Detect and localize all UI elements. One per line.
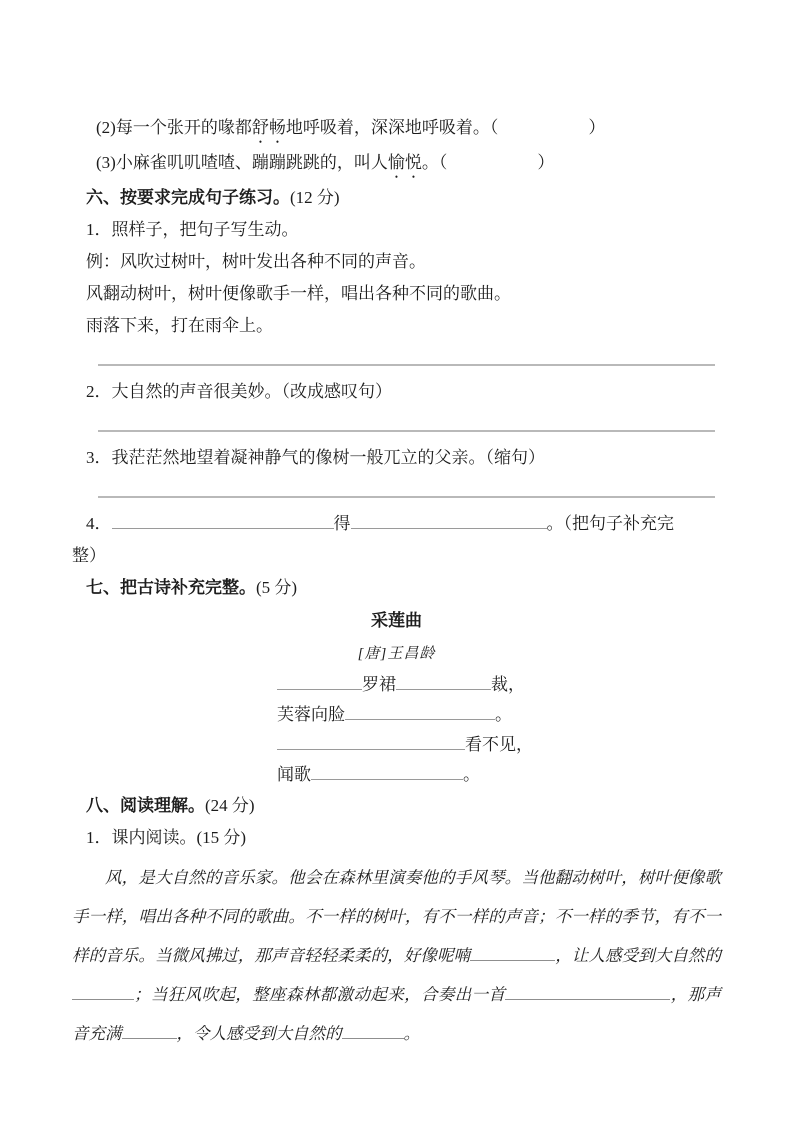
poem-line3-blank	[277, 734, 465, 750]
poem-line-3	[277, 730, 721, 760]
poem-line-1	[277, 670, 721, 700]
item2-bracket-close: ）	[588, 118, 606, 137]
section7-title: 七、把古诗补充完整。	[86, 578, 256, 597]
passage-blank-5	[342, 1023, 404, 1039]
section6-score: (12 分)	[290, 188, 340, 207]
section6-q4-wrap: 整）	[72, 546, 106, 565]
section6-heading	[72, 182, 721, 214]
item3-bracket-open: （	[438, 153, 448, 172]
passage-blank-4	[122, 1023, 177, 1039]
poem-line1-blank-2	[396, 674, 491, 690]
item2-bracket-open: （	[489, 118, 499, 137]
item3-text: 小麻雀叽叽喳喳、蹦蹦跳跳的，叫人	[115, 153, 388, 172]
q2-answer-line	[98, 426, 715, 432]
sub1-label: 1．课内阅读。	[86, 828, 197, 847]
section6-example: 例：风吹过树叶，树叶发出各种不同的声音。	[86, 252, 426, 271]
section6-q3: 3．我茫茫然地望着凝神静气的像树一般兀立的父亲。（缩句）	[86, 448, 545, 467]
item3-bracket-close: ）	[537, 153, 555, 172]
section6-q1: 1．照样子，把句子写生动。	[86, 220, 299, 239]
item3-text-after: 。	[421, 153, 439, 172]
passage-blank-3	[505, 984, 670, 1000]
section6-q2: 2．大自然的声音很美妙。（改成感叹句）	[86, 382, 392, 401]
q3-answer-line	[98, 492, 715, 498]
q1-answer-line	[98, 360, 715, 366]
poem-line-4	[277, 760, 721, 790]
section7-score: (5 分)	[256, 578, 298, 597]
poem-body	[277, 670, 721, 790]
poem-line2-blank	[345, 704, 495, 720]
passage-text-2: ，让人感受到大自然的	[555, 946, 722, 965]
poem-line4-blank	[311, 764, 463, 780]
item2-text-after: 地呼吸着，深深地呼吸着。	[285, 118, 490, 137]
poem-title: 采莲曲	[371, 611, 422, 630]
passage-text-5: ，令人感受到大自然的	[176, 1024, 342, 1043]
passage-text-6: 。	[403, 1024, 420, 1043]
item3-emphasized-word: 愉悦	[387, 153, 422, 172]
item2-emphasized-word: 舒畅	[251, 118, 286, 137]
q4-blank-1	[112, 513, 334, 529]
poem-line1-end: 裁，	[491, 675, 525, 694]
passage-text-4: ，那声音充满	[72, 985, 722, 1043]
poem-line4-start: 闻歌	[277, 765, 311, 784]
poem-line1-word: 罗裙	[362, 675, 396, 694]
passage-text-3: ；当狂风吹起，整座森林都激动起来，合奏出一首	[134, 985, 506, 1004]
q4-tail: 。（把句子补充完	[546, 514, 674, 533]
passage-text-1: 风，是大自然的音乐家。他会在森林里演奏他的手风琴。当他翻动树叶，树叶便像歌手一样，唱出各种不同的歌曲。不一样的树叶，有不一样的声音；不一样的季节，有不一样的音乐。当微风拂过，那声音轻轻柔柔的，好像呢喃	[72, 868, 721, 965]
poem-line2-start: 芙蓉向脸	[277, 705, 345, 724]
section6-q1-prompt: 雨落下来，打在雨伞上。	[86, 316, 273, 335]
poem-line4-end: 。	[463, 765, 480, 784]
section7-heading	[72, 572, 721, 604]
sub1-score: (15 分)	[196, 828, 247, 847]
item3-prefix: (3)	[96, 153, 116, 172]
poem-author: [唐]王昌龄	[357, 646, 436, 662]
section8-sub1	[72, 822, 721, 854]
passage-blank-1	[470, 945, 555, 961]
poem-line1-blank-1	[277, 674, 362, 690]
section8-score: (24 分)	[205, 796, 255, 815]
section6-title: 六、按要求完成句子练习。	[86, 188, 290, 207]
reading-passage	[72, 858, 721, 1053]
question5-item-2	[72, 112, 721, 147]
question5-item-3	[72, 147, 721, 182]
poem-line2-end: 。	[495, 705, 512, 724]
passage-blank-2	[72, 984, 134, 1000]
q4-label: 4．	[86, 514, 112, 533]
q4-blank-2	[351, 513, 547, 529]
poem-line3-end: 看不见，	[465, 735, 533, 754]
item2-prefix: (2)	[96, 118, 116, 137]
section8-title: 八、阅读理解。	[86, 796, 205, 815]
q4-mid: 得	[333, 514, 351, 533]
poem-line-2	[277, 700, 721, 730]
section6-example-rewrite: 风翻动树叶，树叶便像歌手一样，唱出各种不同的歌曲。	[86, 284, 511, 303]
section8-heading	[72, 790, 721, 822]
section6-q4	[72, 508, 721, 540]
item2-text: 每一个张开的喙都	[115, 118, 252, 137]
